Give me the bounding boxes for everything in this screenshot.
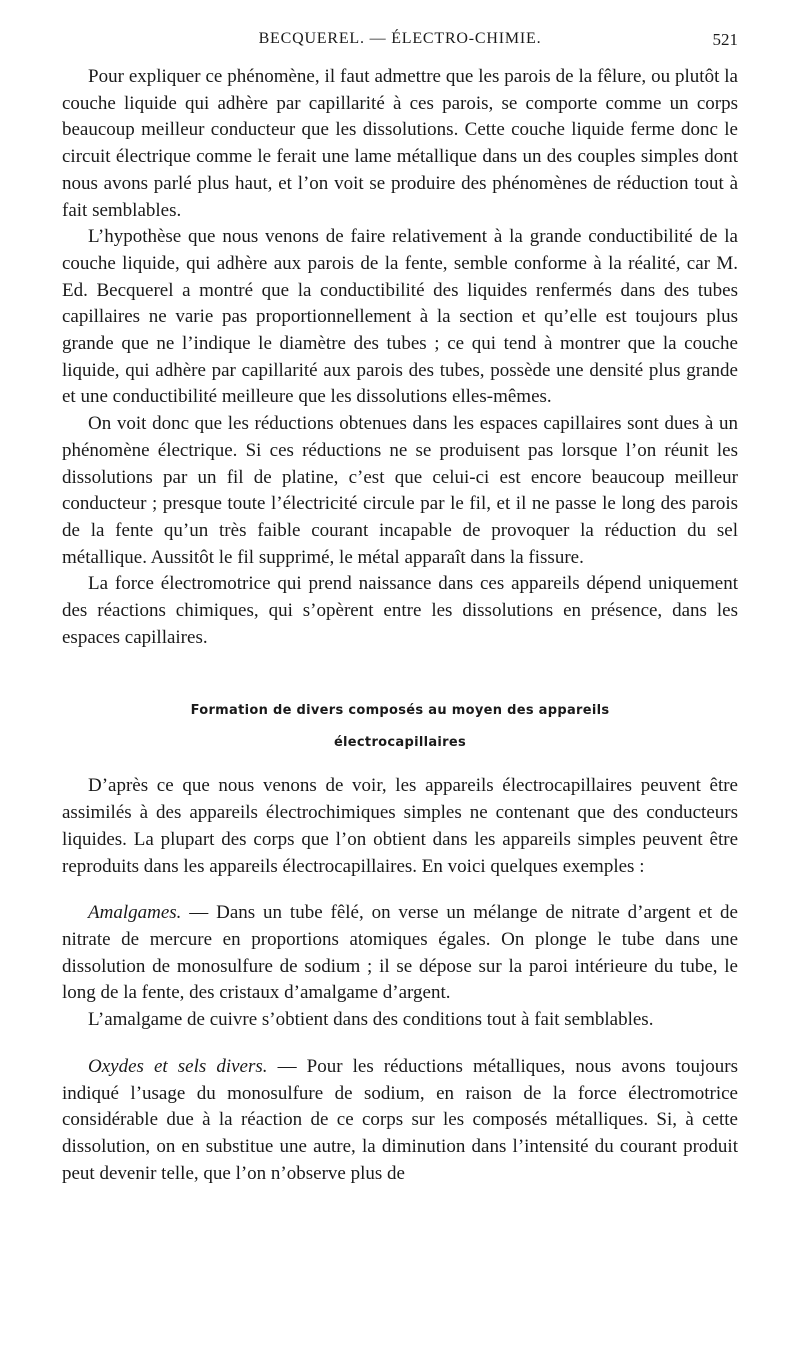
paragraph-amalgames — [62, 900, 738, 1007]
paragraph-1: Pour expliquer ce phénomène, il faut admettre que les parois de la fêlure, ou plutôt la couche liquide qui adhère par capillarité à ces parois, se comporte comme un corps beaucoup meilleur conducteur que les dissolutions. Cette couche liquide ferme donc le circuit électrique comme le ferait une lame métallique dans un des couples simples dont nous avons parlé plus haut, et l’on voit se produire des phénomènes de réduction tout à fait semblables. — [62, 66, 738, 221]
paragraph-5: D’après ce que nous venons de voir, les appareils électrocapillaires peuvent être assimilés à des appareils électrochimiques simples ne contenant que des conducteurs liquides. La plupart des corps que l’on obtient dans les appareils simples peuvent être reproduits dans les appareils électrocapillaires. En voici quelques exemples : — [62, 775, 738, 877]
spacer — [62, 880, 738, 900]
paragraph-2: L’hypothèse que nous venons de faire relativement à la grande conductibilité de la couche liquide, qui adhère aux parois de la fente, semble conforme à la réalité, car M. Ed. Becquerel a montré que la conductibilité des liquides renfermés dans des tubes capillaires ne varie pas proportionnellement à la section et qu’elle est toujours plus grande que ne l’indique le diamètre des tubes ; ce qui tend à montrer que la couche liquide, qui adhère par capillarité aux parois des tubes, possède une densité plus grande et une conductibilité meilleure que les dissolutions elles-mêmes. — [62, 226, 738, 408]
spacer — [62, 1034, 738, 1054]
paragraph-4: La force électromotrice qui prend naissance dans ces appareils dépend uniquement des réactions chimiques, qui s’opèrent entre les dissolutions en présence, dans les espaces capillaires. — [62, 573, 738, 648]
paragraph-oxydes-text: — Pour les réductions métalliques, nous avons toujours indiqué l’usage du monosulfure de sodium, en raison de la force électromotrice considérable due à la réaction de ce corps sur les composés métalliques. Si, à cette dissolution, on en substitue une autre, la diminution dans l’intensité du courant produit peut devenir telle, que l’on n’observe plus de — [62, 1055, 739, 1184]
term-oxydes: Oxydes et sels divers. — [88, 1055, 268, 1077]
section-heading — [62, 695, 738, 759]
section-heading-line-1: Formation de divers composés au moyen des appareils — [190, 703, 610, 719]
page-number: 521 — [712, 30, 738, 49]
paragraph-oxydes — [62, 1054, 738, 1188]
paragraph-3: On voit donc que les réductions obtenues dans les espaces capillaires sont dues à un phénomène électrique. Si ces réductions ne se produisent pas lorsque l’on réunit les dissolutions par un fil de platine, c’est que celui-ci est encore beaucoup meilleur conducteur ; presque toute l’électricité circule par le fil, et il ne passe le long des parois de la fente qu’un très faible courant incapable de provoquer la réduction du sel métallique. Aussitôt le fil supprimé, le métal apparaît dans la fissure. — [62, 413, 738, 568]
running-header — [62, 28, 738, 54]
paragraph-amalgames-text: — Dans un tube fêlé, on verse un mélange de nitrate d’argent et de nitrate de mercure en proportions atomiques égales. On plonge le tube dans une dissolution de monosulfure de sodium ; il se dépose sur la paroi intérieure du tube, le long de la fente, des cristaux d’amalgame d’argent. — [62, 902, 738, 1004]
page-body — [62, 64, 738, 1187]
running-title: BECQUEREL. — ÉLECTRO-CHIMIE. — [258, 30, 542, 47]
section-heading-line-2: électrocapillaires — [333, 735, 467, 751]
term-amalgames: Amalgames. — [88, 902, 182, 924]
paragraph-7: L’amalgame de cuivre s’obtient dans des conditions tout à fait semblables. — [88, 1009, 654, 1031]
